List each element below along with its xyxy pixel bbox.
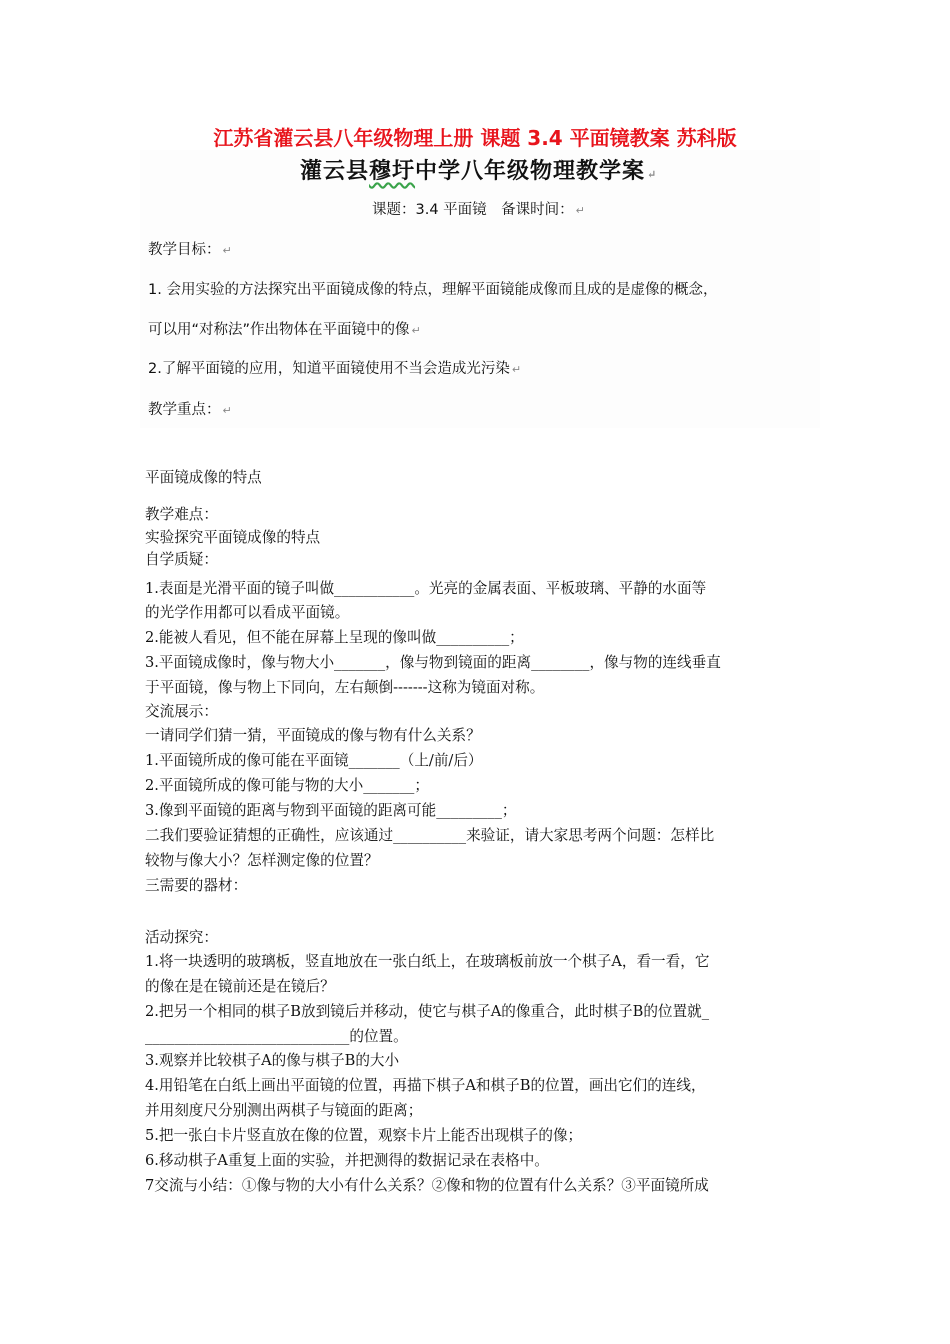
goal-2-text: 2.了解平面镜的应用，知道平面镜使用不当会造成光污染	[148, 361, 510, 377]
body-line: 3.平面镜成像时，像与物大小_______，像与物到镜面的距离________，像与物的连线垂直	[145, 654, 721, 671]
body-line: 交流展示：	[145, 703, 218, 720]
body-line: 二我们要验证猜想的正确性，应该通过__________来验证，请大家思考两个问题：怎样比	[145, 827, 715, 844]
body-line: 的光学作用都可以看成平面镜。	[145, 604, 350, 621]
body-line: 较物与像大小？怎样测定像的位置？	[145, 852, 379, 869]
body-line: 1.平面镜所成的像可能在平面镜_______（上/前/后）	[145, 752, 483, 769]
body-line: 教学难点：	[145, 506, 218, 523]
goal-1-text: 可以用“对称法”作出物体在平面镜中的像	[148, 322, 410, 338]
body-line: 2.平面镜所成的像可能与物的大小_______；	[145, 777, 429, 794]
lesson-text: 课题：3.4 平面镜 备课时间：	[372, 202, 574, 218]
body-line: 2.把另一个相同的棋子B放到镜后并移动，使它与棋子A的像重合，此时棋子B的位置就_	[145, 1003, 709, 1020]
body-line: 5.把一张白卡片竖直放在像的位置，观察卡片上能否出现棋子的像；	[145, 1127, 583, 1144]
lesson-line	[372, 198, 585, 219]
return-mark: ↵	[575, 204, 585, 217]
key-points-heading-text: 教学重点：	[148, 402, 221, 418]
body-line: 平面镜成像的特点	[145, 469, 262, 486]
body-line: 三需要的器材：	[145, 877, 248, 894]
key-points-heading	[148, 398, 232, 419]
school-title-part: 中学八年级物理教学案	[415, 158, 646, 184]
body-line: 1.将一块透明的玻璃板，竖直地放在一张白纸上，在玻璃板前放一个棋子A，看一看，它	[145, 953, 710, 970]
school-title	[300, 154, 657, 185]
body-line: 于平面镜，像与物上下同向，左右颠倒-------这称为镜面对称。	[145, 679, 545, 696]
body-line: 1.表面是光滑平面的镜子叫做___________。光亮的金属表面、平板玻璃、平静的水面等	[145, 580, 707, 597]
body-line: 的像在是在镜前还是在镜后？	[145, 978, 335, 995]
body-line: 自学质疑：	[145, 551, 218, 568]
body-line: 3.像到平面镜的距离与物到平面镜的距离可能_________；	[145, 802, 517, 819]
scanned-lesson-header	[140, 150, 820, 428]
body-line: ____________________________的位置。	[145, 1028, 408, 1045]
goals-heading-text: 教学目标：	[148, 242, 221, 258]
school-title-part: 灌云县	[300, 158, 370, 184]
body-line: 一请同学们猜一猜，平面镜成的像与物有什么关系？	[145, 727, 481, 744]
return-mark: ↵	[647, 168, 658, 181]
body-line: 3.观察并比较棋子A的像与棋子B的大小	[145, 1052, 400, 1069]
body-line: 2.能被人看见，但不能在屏幕上呈现的像叫做__________；	[145, 629, 524, 646]
goal-1-line-1: 1. 会用实验的方法探究出平面镜成像的特点，理解平面镜能成像而且成的是虚像的概念，	[148, 282, 718, 298]
return-mark: ↵	[222, 404, 232, 417]
body-line: 4.用铅笔在白纸上画出平面镜的位置，再描下棋子A和棋子B的位置，画出它们的连线，	[145, 1077, 706, 1094]
body-line: 活动探究：	[145, 929, 218, 946]
school-title-underlined: 穆圩	[369, 158, 416, 184]
goal-1-line-2	[148, 318, 421, 339]
body-line: 6.移动棋子A重复上面的实验，并把测得的数据记录在表格中。	[145, 1152, 549, 1169]
goal-2	[148, 357, 521, 378]
body-line: 并用刻度尺分别测出两棋子与镜面的距离；	[145, 1102, 423, 1119]
goals-heading	[148, 238, 232, 259]
return-mark: ↵	[411, 324, 421, 337]
body-line: 7交流与小结：①像与物的大小有什么关系？②像和物的位置有什么关系？③平面镜所成	[145, 1177, 709, 1194]
return-mark: ↵	[222, 244, 232, 257]
document-title: 江苏省灌云县八年级物理上册 课题 3.4 平面镜教案 苏科版	[213, 126, 737, 150]
return-mark: ↵	[511, 363, 522, 376]
body-line: 实验探究平面镜成像的特点	[145, 529, 321, 546]
